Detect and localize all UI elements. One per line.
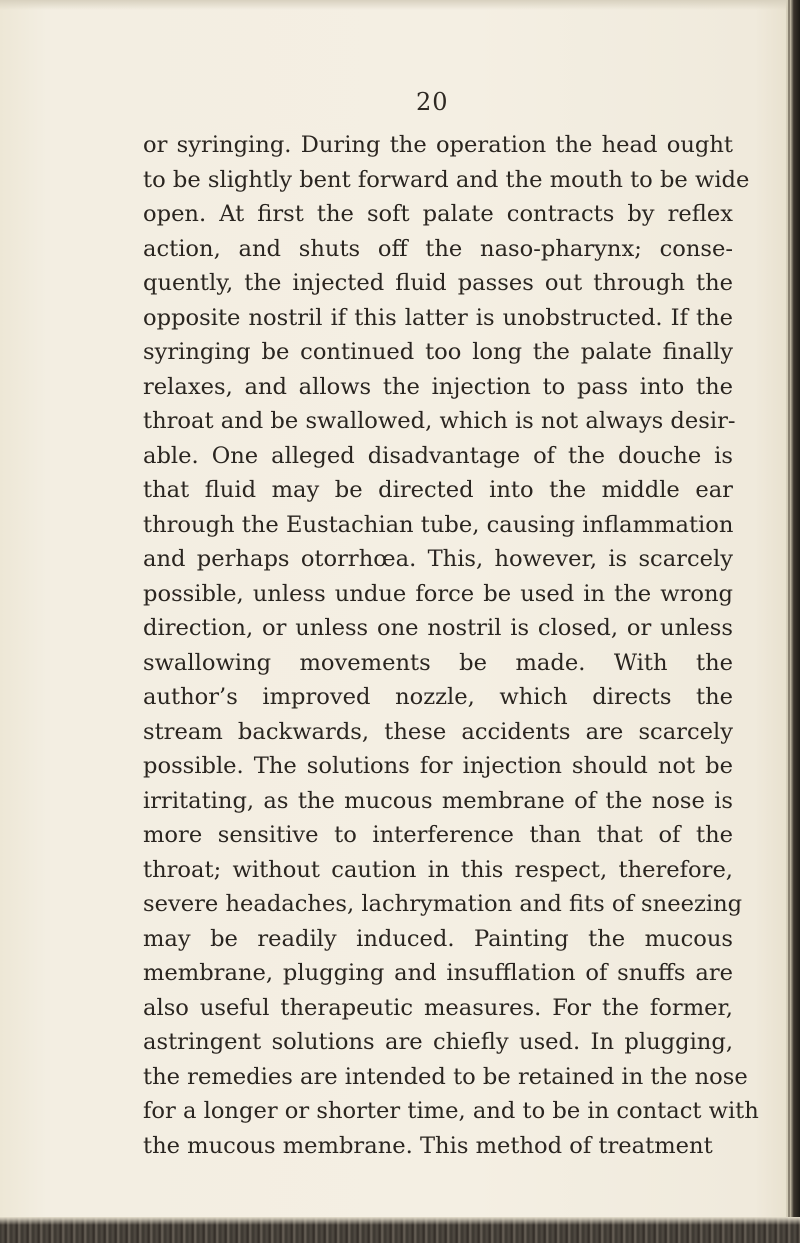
text-line: and perhaps otorrhœa. This, however, is scarcely bbox=[143, 546, 733, 572]
text-line: quently, the injected fluid passes out through the bbox=[143, 270, 733, 296]
text-line: syringing be continued too long the palate finally bbox=[143, 339, 733, 365]
text-line: throat and be swallowed, which is not always desir- bbox=[143, 408, 736, 434]
text-line: more sensitive to interference than that of the bbox=[143, 822, 733, 848]
text-line: severe headaches, lachrymation and fits of sneezing bbox=[143, 891, 743, 917]
text-line: relaxes, and allows the injection to pass into the bbox=[143, 373, 733, 400]
text-line: direction, or unless one nostril is closed, or unless bbox=[143, 615, 733, 641]
text-line: that fluid may be directed into the middle ear bbox=[143, 477, 733, 503]
text-line: stream backwards, these accidents are scarcely bbox=[143, 718, 733, 745]
text-line: also useful therapeutic measures. For the former, bbox=[143, 994, 733, 1021]
text-line: or syringing. During the operation the head ought bbox=[143, 132, 733, 158]
text-line: the mucous membrane. This method of treatment bbox=[143, 1132, 713, 1159]
text-line: irritating, as the mucous membrane of the nose is bbox=[143, 787, 733, 814]
text-line: opposite nostril if this latter is unobstructed. If the bbox=[143, 304, 733, 331]
text-line: throat; without caution in this respect, therefore, bbox=[143, 856, 733, 883]
text-line: may be readily induced. Painting the mucous bbox=[143, 925, 733, 952]
text-line: open. At first the soft palate contracts by reflex bbox=[143, 201, 733, 227]
text-line: swallowing movements be made. With the bbox=[143, 649, 733, 676]
scan-bottom-edge bbox=[0, 1217, 800, 1243]
text-line: able. One alleged disadvantage of the douche is bbox=[143, 442, 733, 469]
text-line: to be slightly bent forward and the mouth to be wide bbox=[143, 166, 750, 193]
page-edge-rule bbox=[788, 0, 790, 1243]
page-top-shadow bbox=[0, 0, 786, 10]
text-line: astringent solutions are chiefly used. In plugging, bbox=[143, 1029, 733, 1055]
page-edge-shadow bbox=[786, 0, 800, 1243]
body-text bbox=[143, 128, 759, 1163]
page-number: 20 bbox=[416, 88, 449, 116]
text-line: possible. The solutions for injection should not be bbox=[143, 753, 733, 779]
scan-bottom-fade bbox=[0, 1217, 800, 1225]
text-line: possible, unless undue force be used in the wrong bbox=[143, 580, 733, 607]
text-line: action, and shuts off the naso-pharynx; conse- bbox=[143, 235, 733, 262]
text-line: through the Eustachian tube, causing inflammation bbox=[143, 511, 734, 538]
text-line: for a longer or shorter time, and to be in contact with bbox=[143, 1098, 759, 1124]
text-line: membrane, plugging and insufflation of snuffs are bbox=[143, 960, 733, 986]
text-line: the remedies are intended to be retained in the nose bbox=[143, 1063, 748, 1090]
text-line: author’s improved nozzle, which directs the bbox=[143, 684, 733, 710]
